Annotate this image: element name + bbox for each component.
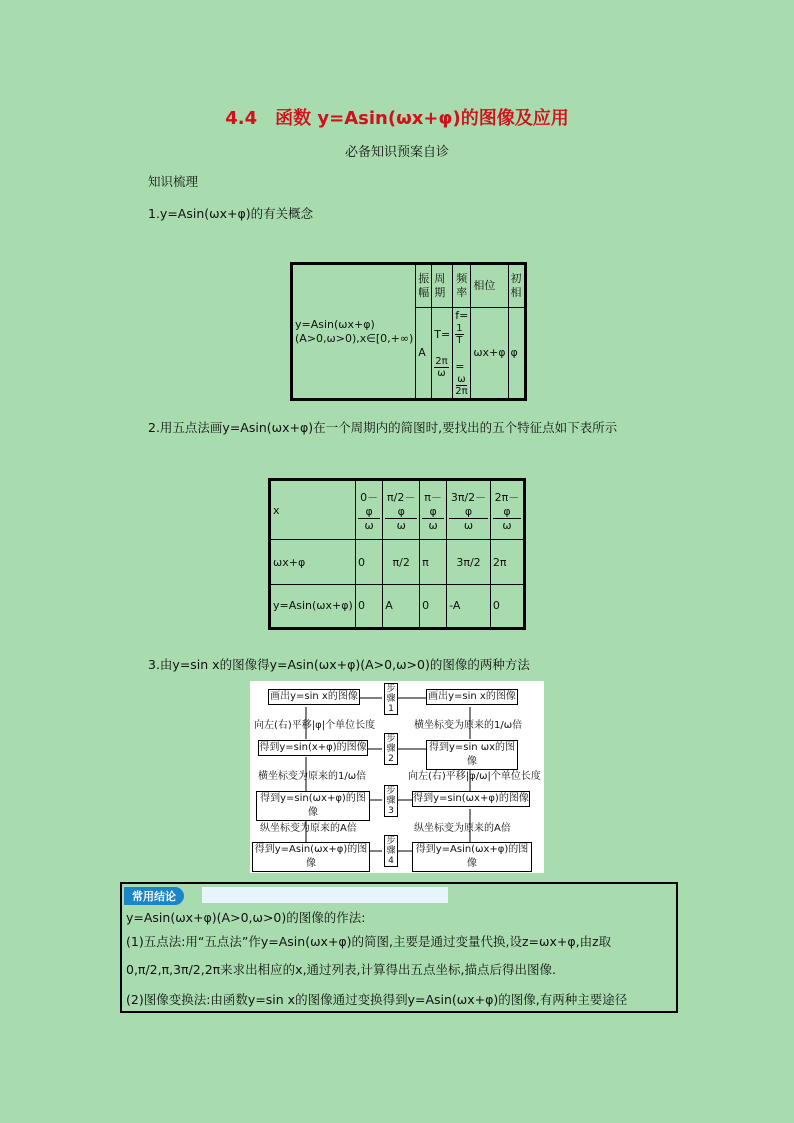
table1-header-period: 周期: [432, 264, 453, 308]
item-3-heading: 3.由y=sin x的图像得y=Asin(ωx+φ)(A>0,ω>0)的图像的两种方法: [148, 657, 530, 672]
table1-row-label: y=Asin(ωx+φ)(A>0,ω>0),x∈[0,+∞): [292, 264, 416, 400]
right-box-4: 得到y=Asin(ωx+φ)的图像: [412, 842, 532, 872]
conclusion-tag: 常用结论: [124, 887, 184, 905]
step-1: 步骤1: [384, 683, 398, 715]
right-box-3: 得到y=sin(ωx+φ)的图像: [412, 791, 530, 807]
table2-y-0: 0: [356, 584, 383, 628]
left-box-2: 得到y=sin(x+φ)的图像: [258, 740, 368, 756]
left-label-2: 横坐标变为原来的1/ω倍: [258, 771, 367, 782]
table2-label-y: y=Asin(ωx+φ): [270, 584, 356, 628]
table2-phase-3: 3π/2: [447, 540, 491, 584]
table1-header-freq: 频率: [453, 264, 471, 308]
right-label-1: 横坐标变为原来的1/ω倍: [414, 720, 523, 731]
table1-phase: ωx+φ: [471, 308, 508, 400]
transformation-diagram: [250, 681, 544, 873]
table2-phase-1: π/2: [383, 540, 420, 584]
right-box-1: 画出y=sin x的图像: [426, 689, 518, 705]
conclusion-box: [120, 882, 678, 1013]
item-1-heading: 1.y=Asin(ωx+φ)的有关概念: [148, 206, 314, 221]
table2-phase-0: 0: [356, 540, 383, 584]
table1-period: T= $\frac{2\pi}{\omega}$: [432, 308, 453, 400]
table2-x-0: 0－φ ω: [356, 480, 383, 540]
table1-header-phase: 相位: [471, 264, 508, 308]
table2-phase-2: π: [420, 540, 447, 584]
table1-header-initial-phase: 初相: [508, 264, 525, 308]
five-point-table: [268, 478, 526, 630]
page-title: 4.4 函数 y=Asin(ωx+φ)的图像及应用: [225, 108, 569, 129]
section-heading: 知识梳理: [148, 174, 199, 189]
table2-y-4: 0: [490, 584, 524, 628]
conclusion-line-2: (1)五点法:用“五点法”作y=Asin(ωx+φ)的简图,主要是通过变量代换,设z=ωx+φ,由z取: [126, 934, 612, 949]
table2-x-1: π/2－φ ω: [383, 480, 420, 540]
left-label-1: 向左(右)平移|φ|个单位长度: [254, 720, 376, 731]
tag-underline: [202, 887, 448, 903]
table2-label-x: x: [270, 480, 356, 540]
conclusion-line-1: y=Asin(ωx+φ)(A>0,ω>0)的图像的作法:: [126, 910, 366, 925]
table2-phase-4: 2π: [490, 540, 524, 584]
left-label-3: 纵坐标变为原来的A倍: [260, 823, 357, 834]
step-3: 步骤3: [384, 785, 398, 817]
right-label-2: 向左(右)平移|φ/ω|个单位长度: [408, 771, 541, 782]
conclusion-line-3: 0,π/2,π,3π/2,2π来求出相应的x,通过列表,计算得出五点坐标,描点后得出图像.: [126, 962, 556, 977]
table2-x-4: 2π－φ ω: [490, 480, 524, 540]
step-2: 步骤2: [384, 733, 398, 765]
table1-freq: f= $\frac{1}{T}$ = $\frac{\omega}{2\pi}$: [453, 308, 471, 400]
left-box-3: 得到y=sin(ωx+φ)的图像: [256, 791, 370, 821]
conclusion-line-4: (2)图像变换法:由函数y=sin x的图像通过变换得到y=Asin(ωx+φ)的图像,有两种主要途径: [126, 992, 628, 1007]
left-box-1: 画出y=sin x的图像: [268, 689, 360, 705]
table2-x-3: 3π/2－φ ω: [447, 480, 491, 540]
table2-x-2: π－φ ω: [420, 480, 447, 540]
table2-y-3: -A: [447, 584, 491, 628]
left-box-4: 得到y=Asin(ωx+φ)的图像: [252, 842, 370, 872]
concept-table: [290, 262, 527, 401]
item-2-heading: 2.用五点法画y=Asin(ωx+φ)在一个周期内的简图时,要找出的五个特征点如下表所示: [148, 420, 618, 435]
table2-label-phase: ωx+φ: [270, 540, 356, 584]
table1-initial-phase: φ: [508, 308, 525, 400]
right-box-2: 得到y=sin ωx的图像: [426, 740, 518, 770]
table1-amp: A: [416, 308, 432, 400]
right-label-3: 纵坐标变为原来的A倍: [414, 823, 511, 834]
step-4: 步骤4: [384, 835, 398, 867]
page-subtitle: 必备知识预案自诊: [344, 145, 449, 160]
table2-y-1: A: [383, 584, 420, 628]
table1-header-amp: 振幅: [416, 264, 432, 308]
table2-y-2: 0: [420, 584, 447, 628]
